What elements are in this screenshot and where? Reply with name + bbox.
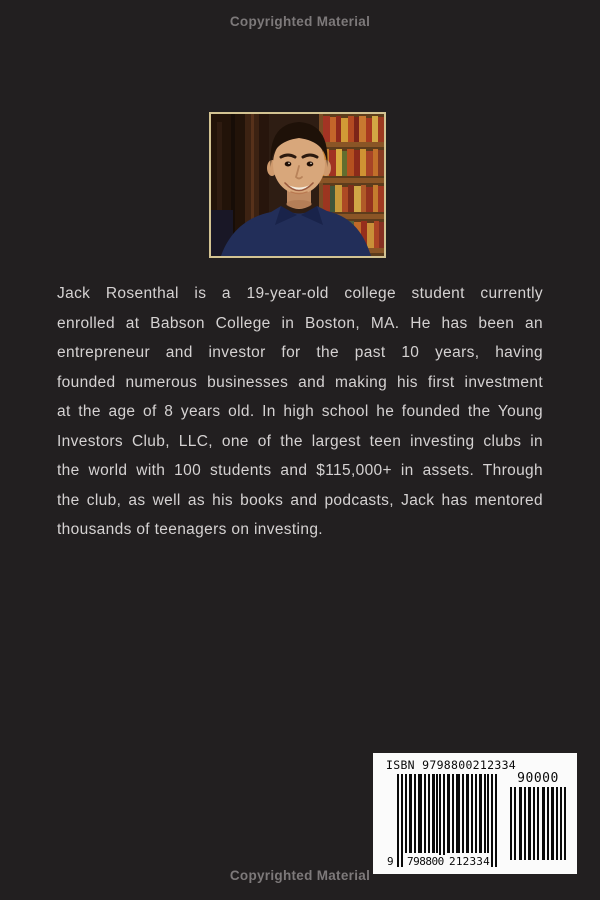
- copyright-notice-bottom: Copyrighted Material: [229, 868, 371, 883]
- ean-digit-group1: 798800: [407, 855, 444, 868]
- barcode-panel: [373, 753, 577, 874]
- ean13-barcode: [387, 774, 497, 867]
- addon-barcode: [509, 772, 567, 860]
- bio-line: Investors Club, LLC, one of the largest teen investing clubs in: [57, 432, 543, 450]
- ean13-digits: [387, 855, 497, 868]
- isbn-label: ISBN 9798800212334: [386, 758, 517, 772]
- ean-digit-group2: 212334: [449, 855, 490, 868]
- bio-line: at the age of 8 years old. In high school he founded the Young: [57, 403, 543, 420]
- author-portrait-illustration: [211, 114, 384, 256]
- ean13-bars: [387, 774, 497, 867]
- copyright-notice-top: Copyrighted Material: [229, 14, 371, 29]
- bio-line: the club, as well as his books and podcasts, Jack has mentored: [57, 491, 543, 509]
- bio-line: the world with 100 students and $115,000+ in assets. Through: [57, 462, 543, 479]
- bio-line: entrepreneur and investor for the past 10 years, having: [57, 344, 543, 361]
- bio-line: thousands of teenagers on investing.: [57, 521, 323, 538]
- bio-line: Jack Rosenthal is a 19-year-old college student currently: [57, 285, 543, 302]
- ean-digit-left: 9: [387, 855, 394, 868]
- addon-digits: 90000: [517, 771, 559, 786]
- author-bio: [57, 279, 543, 545]
- bio-line: enrolled at Babson College in Boston, MA. He has been an: [57, 314, 543, 332]
- bio-line: founded numerous businesses and making his first investment: [57, 373, 543, 391]
- addon-bars: [510, 787, 566, 860]
- author-photo-frame: [209, 112, 386, 258]
